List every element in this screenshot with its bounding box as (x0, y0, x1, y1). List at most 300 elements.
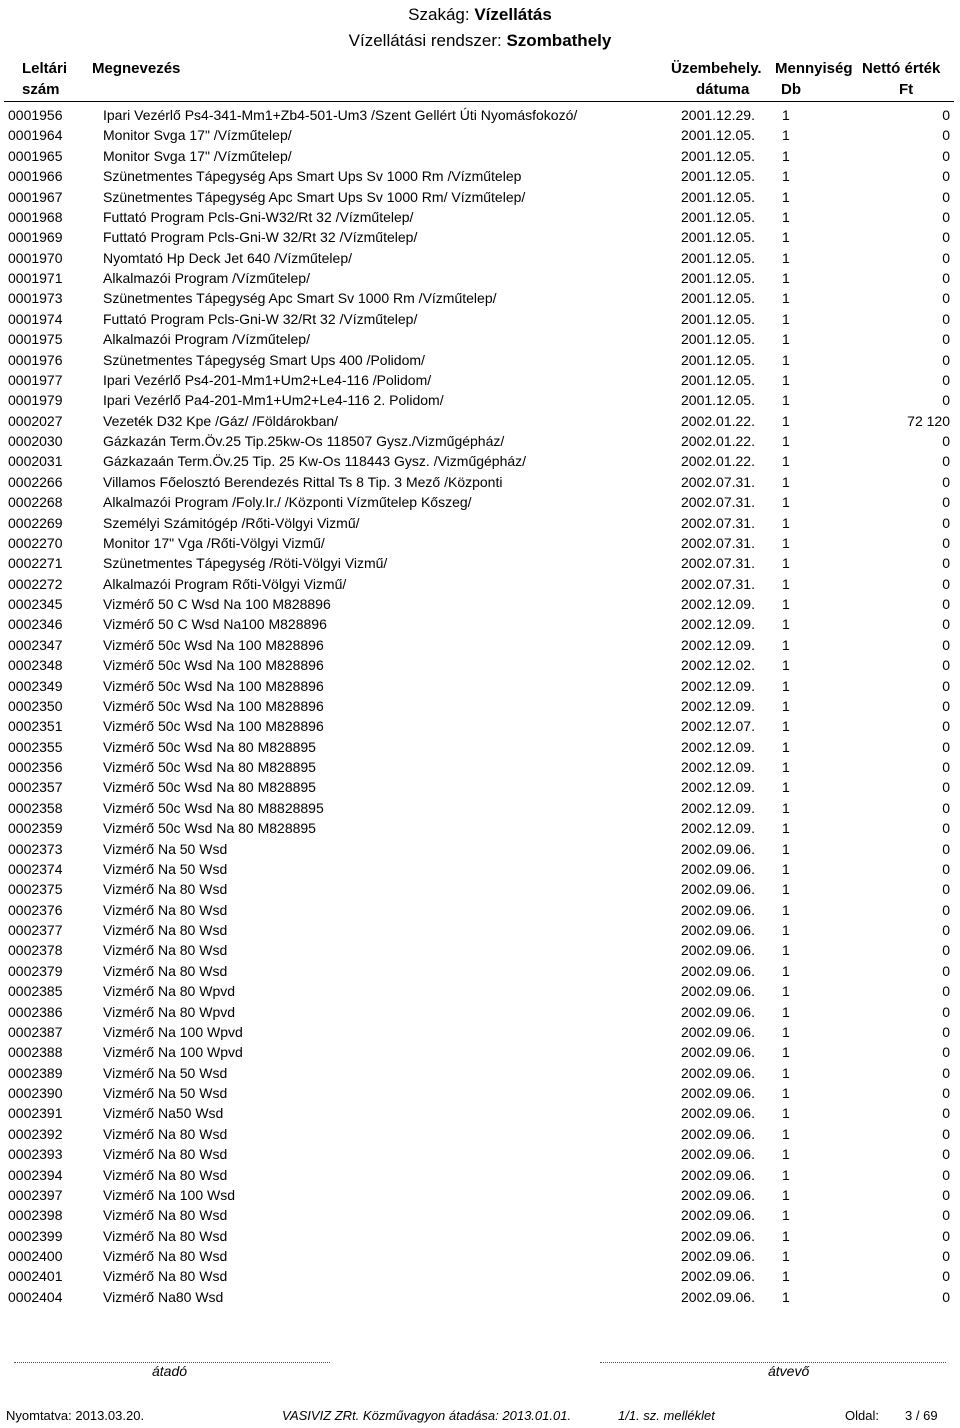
net-value: 72 120 (907, 412, 950, 429)
net-value: 0 (942, 229, 950, 246)
item-name: Alkalmazói Program /Vízműtelep/ (103, 331, 310, 348)
quantity: 1 (782, 1146, 790, 1163)
page-current: 3 (905, 1408, 913, 1423)
table-row (0, 1144, 960, 1164)
quantity: 1 (782, 962, 790, 979)
table-row (0, 1083, 960, 1103)
commission-date: 2002.09.06. (681, 983, 755, 1000)
header-rule (4, 101, 954, 102)
item-name: Vizmérő Na 80 Wpvd (103, 1003, 236, 1020)
table-row (0, 166, 960, 186)
net-value: 0 (942, 779, 950, 796)
col-date-line2: dátuma (696, 81, 750, 98)
inventory-number: 0001979 (8, 392, 63, 409)
item-name: Gázkazán Term.Öv.25 Tip.25kw-Os 118507 Gysz./Vizműgépház/ (103, 433, 505, 449)
net-value: 0 (942, 759, 950, 775)
quantity: 1 (782, 127, 790, 144)
commission-date: 2002.09.06. (681, 1166, 755, 1183)
item-name: Vizmérő Na 80 Wsd (103, 1207, 228, 1224)
table-row (0, 1063, 960, 1083)
net-value: 0 (942, 1268, 950, 1285)
net-value: 0 (942, 1248, 950, 1264)
inventory-number: 0002350 (8, 697, 63, 714)
net-value: 0 (942, 799, 950, 816)
item-name: Vizmérő 50c Wsd Na 100 M828896 (103, 718, 324, 735)
commission-date: 2001.12.05. (681, 168, 755, 185)
net-value: 0 (942, 860, 950, 877)
net-value: 0 (942, 1085, 950, 1101)
table-row (0, 1124, 960, 1144)
quantity: 1 (782, 249, 790, 266)
inventory-number: 0001966 (8, 168, 63, 185)
quantity: 1 (782, 555, 790, 572)
col-value-line2: Ft (899, 81, 914, 98)
item-name: Vizmérő 50c Wsd Na 100 M828896 (103, 657, 324, 674)
net-value: 0 (942, 433, 950, 449)
item-name: Alkalmazói Program /Vízműtelep/ (103, 270, 310, 286)
quantity: 1 (782, 1085, 790, 1101)
inventory-number: 0002349 (8, 677, 63, 694)
inventory-number: 0002400 (8, 1248, 63, 1264)
net-value: 0 (942, 188, 950, 205)
table-row (0, 920, 960, 940)
net-value: 0 (942, 962, 950, 979)
table-row (0, 1287, 960, 1307)
inventory-number: 0002373 (8, 840, 63, 857)
item-name: Vizmérő 50c Wsd Na 80 M828895 (103, 820, 316, 837)
item-name: Vezeték D32 Kpe /Gáz/ /Földárokban/ (103, 412, 339, 429)
table-row (0, 1185, 960, 1205)
printed-date: 2013.03.20. (75, 1408, 145, 1423)
commission-date: 2002.09.06. (681, 1186, 755, 1203)
item-name: Vizmérő Na50 Wsd (103, 1105, 224, 1122)
table-row (0, 798, 960, 818)
inventory-number: 0001968 (8, 208, 63, 225)
quantity: 1 (782, 229, 790, 246)
table-row (0, 737, 960, 757)
quantity: 1 (782, 1268, 790, 1285)
item-name: Futtató Program Pcls-Gni-W32/Rt 32 /Vízműtelep/ (103, 208, 414, 225)
commission-date: 2001.12.05. (681, 208, 755, 225)
table-row (0, 1002, 960, 1022)
commission-date: 2001.12.05. (681, 290, 755, 307)
quantity: 1 (782, 534, 790, 551)
table-row (0, 492, 960, 512)
net-value: 0 (942, 596, 950, 612)
table-row (0, 227, 960, 247)
table-row (0, 187, 960, 207)
commission-date: 2002.12.07. (681, 718, 755, 735)
quantity: 1 (782, 1044, 790, 1061)
commission-date: 2001.12.05. (681, 331, 755, 348)
net-value: 0 (942, 1146, 950, 1163)
table-row (0, 1266, 960, 1286)
item-name: Szünetmentes Tápegység Apc Smart Ups Sv 1000 Rm/ Vízműtelep/ (103, 188, 526, 205)
quantity: 1 (782, 1248, 790, 1264)
page-total: 69 (923, 1408, 938, 1423)
net-value: 0 (942, 942, 950, 959)
commission-date: 2002.09.06. (681, 942, 755, 959)
quantity: 1 (782, 1105, 790, 1122)
col-id-line1: Leltári (22, 60, 68, 77)
net-value: 0 (942, 1288, 950, 1305)
inventory-number: 0001967 (8, 188, 63, 205)
quantity: 1 (782, 697, 790, 714)
item-name: Szünetmentes Tápegység Apc Smart Sv 1000 Rm /Vízműtelep/ (103, 290, 497, 307)
net-value: 0 (942, 901, 950, 918)
signature-label-receiver: átvevő (768, 1363, 810, 1379)
commission-date: 2002.12.02. (681, 657, 755, 674)
quantity: 1 (782, 1227, 790, 1244)
table-row (0, 676, 960, 696)
inventory-number: 0001974 (8, 310, 63, 327)
item-name: Villamos Főelosztó Berendezés Rittal Ts 8 Tip. 3 Mező /Központi (103, 473, 503, 490)
commission-date: 2001.12.05. (681, 270, 755, 286)
quantity: 1 (782, 718, 790, 735)
inventory-number: 0001970 (8, 249, 63, 266)
item-name: Alkalmazói Program Rőti-Völgyi Vizmű/ (103, 575, 347, 592)
table-row (0, 574, 960, 594)
table-row (0, 696, 960, 716)
commission-date: 2002.07.31. (681, 514, 755, 531)
inventory-number: 0002377 (8, 922, 63, 938)
inventory-number: 0001965 (8, 147, 63, 164)
footer-annex: 1/1. sz. melléklet (618, 1408, 715, 1423)
item-name: Monitor Svga 17" /Vízműtelep/ (103, 147, 292, 164)
inventory-number: 0001964 (8, 127, 63, 144)
inventory-number: 0002359 (8, 820, 63, 837)
quantity: 1 (782, 1288, 790, 1305)
net-value: 0 (942, 290, 950, 307)
inventory-number: 0001975 (8, 331, 63, 348)
net-value: 0 (942, 575, 950, 592)
table-row (0, 594, 960, 614)
item-name: Szünetmentes Tápegység /Röti-Völgyi Vizmű/ (103, 555, 388, 572)
item-name: Vizmérő Na 80 Wsd (103, 962, 228, 979)
table-row (0, 370, 960, 390)
item-name: Vizmérő Na 50 Wsd (103, 860, 228, 877)
item-name: Vizmérő 50c Wsd Na 100 M828896 (103, 677, 324, 694)
table-row (0, 288, 960, 308)
inventory-number: 0002351 (8, 718, 63, 735)
table-row (0, 451, 960, 471)
net-value: 0 (942, 331, 950, 348)
quantity: 1 (782, 453, 790, 470)
inventory-number: 0002348 (8, 657, 63, 674)
sector-label: Szakág: (408, 5, 470, 24)
table-row (0, 655, 960, 675)
quantity: 1 (782, 473, 790, 490)
col-name: Megnevezés (92, 60, 181, 77)
quantity: 1 (782, 412, 790, 429)
commission-date: 2002.01.22. (681, 412, 755, 429)
quantity: 1 (782, 881, 790, 898)
inventory-number: 0002270 (8, 534, 63, 551)
table-row (0, 207, 960, 227)
net-value: 0 (942, 616, 950, 633)
item-name: Vizmérő Na 80 Wsd (103, 1125, 228, 1142)
item-name: Vizmérő 50c Wsd Na 80 M8828895 (103, 799, 324, 816)
table-row (0, 818, 960, 838)
net-value: 0 (942, 983, 950, 1000)
quantity: 1 (782, 188, 790, 205)
table-row (0, 614, 960, 634)
table-row (0, 350, 960, 370)
system-label: Vízellátási rendszer: (348, 31, 502, 50)
inventory-number: 0002399 (8, 1227, 63, 1244)
net-value: 0 (942, 107, 950, 123)
quantity: 1 (782, 433, 790, 449)
item-name: Vizmérő Na 80 Wsd (103, 942, 228, 959)
net-value: 0 (942, 820, 950, 837)
net-value: 0 (942, 473, 950, 490)
item-name: Alkalmazói Program /Foly.Ir./ /Központi Vízműtelep Kőszeg/ (103, 494, 472, 511)
net-value: 0 (942, 514, 950, 531)
sector-value: Vízellátás (474, 5, 552, 24)
table-row (0, 1246, 960, 1266)
net-value: 0 (942, 168, 950, 185)
inventory-number: 0002374 (8, 860, 63, 877)
net-value: 0 (942, 1186, 950, 1203)
table-row (0, 431, 960, 451)
commission-date: 2001.12.05. (681, 371, 755, 388)
system-value: Szombathely (506, 31, 612, 50)
commission-date: 2002.09.06. (681, 962, 755, 979)
net-value: 0 (942, 371, 950, 388)
item-name: Gázkazaán Term.Öv.25 Tip. 25 Kw-Os 118443 Gysz. /Vizműgépház/ (103, 453, 527, 470)
commission-date: 2001.12.05. (681, 310, 755, 327)
item-name: Ipari Vezérlő Ps4-341-Mm1+Zb4-501-Um3 /Szent Gellért Úti Nyomásfokozó/ (103, 107, 578, 123)
commission-date: 2002.07.31. (681, 575, 755, 592)
item-name: Vizmérő 50 C Wsd Na100 M828896 (103, 616, 327, 633)
item-name: Vizmérő Na 50 Wsd (103, 840, 228, 857)
item-name: Vizmérő Na 80 Wsd (103, 1166, 228, 1183)
item-name: Vizmérő 50c Wsd Na 80 M828895 (103, 738, 316, 755)
commission-date: 2002.12.09. (681, 738, 755, 755)
commission-date: 2002.12.09. (681, 697, 755, 714)
quantity: 1 (782, 392, 790, 409)
commission-date: 2002.09.06. (681, 1023, 755, 1040)
inventory-number: 0001973 (8, 290, 63, 307)
table-row (0, 309, 960, 329)
item-name: Vizmérő Na 80 Wsd (103, 1146, 228, 1163)
commission-date: 2002.01.22. (681, 433, 755, 449)
inventory-number: 0002375 (8, 881, 63, 898)
commission-date: 2002.09.06. (681, 1248, 755, 1264)
inventory-number: 0002030 (8, 433, 63, 449)
table-row (0, 329, 960, 349)
net-value: 0 (942, 392, 950, 409)
item-name: Vizmérő Na 80 Wsd (103, 1248, 228, 1264)
item-name: Vizmérő Na 100 Wpvd (103, 1044, 243, 1061)
quantity: 1 (782, 942, 790, 959)
net-value: 0 (942, 636, 950, 653)
net-value: 0 (942, 1166, 950, 1183)
quantity: 1 (782, 514, 790, 531)
commission-date: 2002.09.06. (681, 1146, 755, 1163)
inventory-number: 0002392 (8, 1125, 63, 1142)
printed-label: Nyomtatva: (6, 1408, 72, 1423)
inventory-number: 0002355 (8, 738, 63, 755)
commission-date: 2001.12.05. (681, 147, 755, 164)
commission-date: 2002.12.09. (681, 616, 755, 633)
commission-date: 2001.12.05. (681, 188, 755, 205)
net-value: 0 (942, 147, 950, 164)
inventory-number: 0002031 (8, 453, 63, 470)
net-value: 0 (942, 718, 950, 735)
inventory-number: 0002390 (8, 1085, 63, 1101)
item-name: Ipari Vezérlő Ps4-201-Mm1+Um2+Le4-116 /Polidom/ (103, 371, 432, 388)
net-value: 0 (942, 555, 950, 572)
commission-date: 2002.09.06. (681, 881, 755, 898)
item-name: Vizmérő Na 50 Wsd (103, 1085, 228, 1101)
inventory-number: 0002345 (8, 596, 63, 612)
net-value: 0 (942, 697, 950, 714)
item-name: Szünetmentes Tápegység Aps Smart Ups Sv 1000 Rm /Vízműtelep (103, 168, 522, 185)
quantity: 1 (782, 371, 790, 388)
quantity: 1 (782, 759, 790, 775)
inventory-number: 0002272 (8, 575, 63, 592)
item-name: Vizmérő Na 80 Wsd (103, 922, 228, 938)
table-row (0, 125, 960, 145)
commission-date: 2002.12.09. (681, 636, 755, 653)
page-number (905, 1408, 938, 1424)
col-value-line1: Nettó érték (862, 60, 941, 77)
commission-date: 2002.09.06. (681, 1044, 755, 1061)
quantity: 1 (782, 1003, 790, 1020)
item-name: Személyi Számitógép /Rőti-Völgyi Vizmű/ (103, 514, 360, 531)
quantity: 1 (782, 208, 790, 225)
quantity: 1 (782, 1186, 790, 1203)
inventory-number: 0002387 (8, 1023, 63, 1040)
inventory-number: 0002378 (8, 942, 63, 959)
page-label: Oldal: (845, 1408, 879, 1423)
commission-date: 2002.09.06. (681, 1288, 755, 1305)
net-value: 0 (942, 881, 950, 898)
quantity: 1 (782, 270, 790, 286)
item-name: Nyomtató Hp Deck Jet 640 /Vízműtelep/ (103, 249, 352, 266)
commission-date: 2002.09.06. (681, 840, 755, 857)
commission-date: 2001.12.05. (681, 249, 755, 266)
net-value: 0 (942, 310, 950, 327)
table-row (0, 533, 960, 553)
inventory-number: 0002404 (8, 1288, 63, 1305)
table-row (0, 940, 960, 960)
data-table-body (0, 105, 960, 1307)
quantity: 1 (782, 636, 790, 653)
item-name: Vizmérő 50 C Wsd Na 100 M828896 (103, 596, 331, 612)
commission-date: 2002.12.09. (681, 596, 755, 612)
net-value: 0 (942, 249, 950, 266)
commission-date: 2002.07.31. (681, 473, 755, 490)
inventory-number: 0002356 (8, 759, 63, 775)
table-row (0, 635, 960, 655)
signature-label-handover: átadó (152, 1363, 188, 1379)
quantity: 1 (782, 820, 790, 837)
table-row (0, 553, 960, 573)
quantity: 1 (782, 1207, 790, 1224)
net-value: 0 (942, 351, 950, 368)
commission-date: 2002.12.09. (681, 779, 755, 796)
item-name: Vizmérő Na 100 Wpvd (103, 1023, 243, 1040)
net-value: 0 (942, 1044, 950, 1061)
commission-date: 2002.09.06. (681, 1207, 755, 1224)
item-name: Vizmérő Na 80 Wpvd (103, 983, 236, 1000)
inventory-number: 0001977 (8, 371, 63, 388)
quantity: 1 (782, 290, 790, 307)
commission-date: 2002.12.09. (681, 799, 755, 816)
net-value: 0 (942, 1125, 950, 1142)
inventory-number: 0001956 (8, 107, 63, 123)
quantity: 1 (782, 901, 790, 918)
item-name: Vizmérő Na80 Wsd (103, 1288, 224, 1305)
item-name: Monitor Svga 17" /Vízműtelep/ (103, 127, 292, 144)
commission-date: 2001.12.05. (681, 127, 755, 144)
inventory-number: 0002269 (8, 514, 63, 531)
quantity: 1 (782, 107, 790, 123)
table-row (0, 1042, 960, 1062)
commission-date: 2001.12.29. (681, 107, 755, 123)
commission-date: 2002.09.06. (681, 922, 755, 938)
quantity: 1 (782, 677, 790, 694)
commission-date: 2001.12.05. (681, 351, 755, 368)
inventory-number: 0001971 (8, 270, 63, 286)
quantity: 1 (782, 596, 790, 612)
page-separator: / (915, 1408, 920, 1423)
inventory-number: 0002401 (8, 1268, 63, 1285)
net-value: 0 (942, 1064, 950, 1081)
commission-date: 2002.07.31. (681, 534, 755, 551)
commission-date: 2002.09.06. (681, 1064, 755, 1081)
quantity: 1 (782, 738, 790, 755)
quantity: 1 (782, 494, 790, 511)
quantity: 1 (782, 922, 790, 938)
system-line (0, 30, 960, 52)
inventory-number: 0002386 (8, 1003, 63, 1020)
inventory-number: 0002397 (8, 1186, 63, 1203)
net-value: 0 (942, 840, 950, 857)
table-row (0, 961, 960, 981)
net-value: 0 (942, 208, 950, 225)
net-value: 0 (942, 1003, 950, 1020)
inventory-number: 0002266 (8, 473, 63, 490)
commission-date: 2002.09.06. (681, 860, 755, 877)
inventory-number: 0002385 (8, 983, 63, 1000)
inventory-number: 0002347 (8, 636, 63, 653)
quantity: 1 (782, 779, 790, 796)
table-row (0, 472, 960, 492)
inventory-number: 0001976 (8, 351, 63, 368)
item-name: Monitor 17" Vga /Rőti-Völgyi Vizmű/ (103, 534, 325, 551)
inventory-number: 0001969 (8, 229, 63, 246)
quantity: 1 (782, 1166, 790, 1183)
inventory-number: 0002346 (8, 616, 63, 633)
commission-date: 2002.01.22. (681, 453, 755, 470)
table-row (0, 981, 960, 1001)
table-row (0, 390, 960, 410)
inventory-number: 0002388 (8, 1044, 63, 1061)
quantity: 1 (782, 657, 790, 674)
item-name: Vizmérő Na 100 Wsd (103, 1186, 236, 1203)
inventory-number: 0002394 (8, 1166, 63, 1183)
table-row (0, 105, 960, 125)
net-value: 0 (942, 534, 950, 551)
table-row (0, 146, 960, 166)
inventory-number: 0002358 (8, 799, 63, 816)
inventory-number: 0002376 (8, 901, 63, 918)
item-name: Vizmérő Na 80 Wsd (103, 901, 228, 918)
net-value: 0 (942, 1207, 950, 1224)
